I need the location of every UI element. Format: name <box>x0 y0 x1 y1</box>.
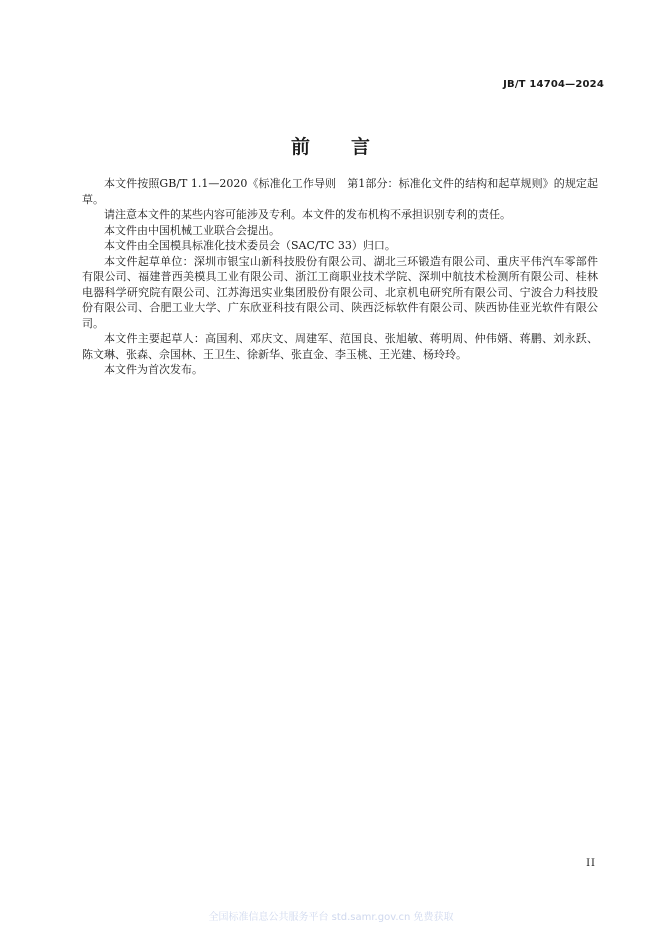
page-title: 前 言 <box>290 136 371 158</box>
page-number: II <box>586 858 596 869</box>
paragraph-proposer: 本文件由中国机械工业联合会提出。 <box>104 223 280 237</box>
foreword-body <box>82 176 598 378</box>
paragraph-first-release: 本文件为首次发布。 <box>104 363 203 376</box>
paragraph-drafting-rules: 本文件按照GB/T 1.1—2020《标准化工作导则 第1部分：标准化文件的结构和起草规则》的规定起草。 <box>82 177 598 206</box>
paragraph-committee: 本文件由全国模具标准化技术委员会（SAC/TC 33）归口。 <box>104 239 396 252</box>
paragraph-drafters: 本文件主要起草人：高国利、邓庆文、周建军、范国良、张旭敏、蒋明周、仲伟婿、蒋鹏、刘永跃、陈文琳、张森、佘国林、王卫生、徐新华、张直金、李玉桃、王光建、杨玲玲。 <box>82 332 598 361</box>
paragraph-patent-notice: 请注意本文件的某些内容可能涉及专利。本文件的发布机构不承担识别专利的责任。 <box>104 208 511 221</box>
standard-code: JB/T 14704—2024 <box>503 79 604 90</box>
watermark: 全国标准信息公共服务平台 std.samr.gov.cn 免费获取 <box>208 912 454 923</box>
paragraph-drafting-units: 本文件起草单位：深圳市银宝山新科技股份有限公司、湖北三环锻造有限公司、重庆平伟汽车零部件有限公司、福建普西美模具工业有限公司、浙江工商职业技术学院、深圳中航技术检测所有限公司、桂林电器科学研究院有限公司、江苏海迅实业集团股份有限公司、北京机电研究所有限公司、宁波合力科技股份有限公司、合肥工业大学、广东欣亚科技有限公司、陕西泛标软件有限公司、陕西协佳亚光软件有限公司。 <box>82 254 598 330</box>
